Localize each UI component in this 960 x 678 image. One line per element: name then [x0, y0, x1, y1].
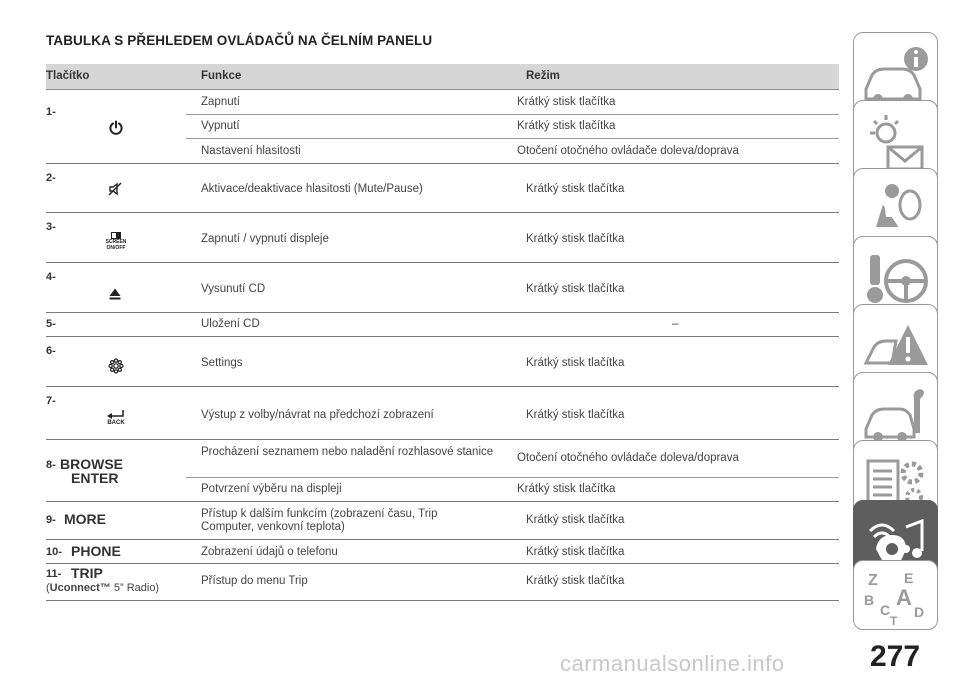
screen-onoff-icon [104, 232, 128, 251]
function-text: Výstup z volby/návrat na předchozí zobrazení [201, 409, 434, 421]
table-row [46, 564, 839, 601]
header-button: Tlačítko [46, 70, 90, 82]
table-row [46, 164, 839, 213]
function-text: Přístup do menu Trip [201, 575, 308, 587]
mode-text: Krátký stisk tlačítka [526, 409, 625, 421]
row-number: 2- [46, 172, 56, 184]
index-letter: T [890, 614, 898, 625]
row-number: 6- [46, 345, 56, 357]
header-mode: Režim [526, 70, 560, 82]
mode-text: Otočení otočného ovládače doleva/doprava [517, 145, 739, 157]
mode-text: Krátký stisk tlačítka [526, 357, 625, 369]
power-icon [108, 120, 124, 141]
row-number: 8- [46, 459, 56, 471]
function-text: Zapnutí / vypnutí displeje [201, 233, 329, 245]
index-letter: Z [868, 572, 878, 589]
enter-label: ENTER [71, 470, 119, 486]
settings-gear-icon [108, 358, 124, 379]
table-row [46, 263, 839, 313]
row-number: 1- [46, 106, 56, 118]
mode-text: Krátký stisk tlačítka [517, 483, 616, 495]
mode-text: Krátký stisk tlačítka [526, 283, 625, 295]
index-letter: B [864, 592, 875, 608]
mode-text: Krátký stisk tlačítka [526, 183, 625, 195]
index-letter: D [914, 604, 925, 620]
mode-text: Krátký stisk tlačítka [526, 514, 625, 526]
function-text: Settings [201, 357, 243, 369]
table-row [46, 502, 839, 540]
trip-label: TRIP [71, 565, 103, 581]
table-row [46, 337, 839, 387]
function-text: Uložení CD [201, 318, 260, 330]
uconnect-note: (Uconnect™ 5” Radio) [46, 582, 160, 594]
function-text: Přístup k dalším funkcím (zobrazení času, Trip Computer, venkovní teplota) [201, 508, 438, 533]
function-text: Nastavení hlasitosti [201, 145, 301, 157]
row-number: 10- [46, 546, 62, 558]
function-text: Aktivace/deaktivace hlasitosti (Mute/Pause) [201, 183, 423, 195]
mode-text: Krátký stisk tlačítka [526, 546, 625, 558]
index-letter: A [896, 585, 912, 610]
function-text: Potvrzení výběru na displeji [201, 483, 342, 495]
table-row [46, 387, 839, 440]
more-label: MORE [64, 511, 106, 527]
watermark: carmanualsonline.info [560, 651, 785, 676]
table-row [46, 313, 839, 337]
mode-text: – [672, 318, 679, 330]
row-number: 4- [46, 271, 56, 283]
mode-text: Krátký stisk tlačítka [526, 575, 625, 587]
table-row [46, 213, 839, 263]
index-letter: E [904, 570, 914, 586]
function-text: Vysunutí CD [201, 283, 266, 295]
page-number: 277 [870, 640, 921, 673]
mode-text: Otočení otočného ovládače doleva/doprava [517, 452, 739, 464]
mode-text: Krátký stisk tlačítka [517, 96, 616, 108]
table-row [46, 90, 839, 164]
row-number: 7- [46, 395, 56, 407]
phone-label: PHONE [71, 543, 121, 559]
table-row [46, 440, 839, 502]
alphabet-index-icon [862, 569, 930, 625]
back-arrow-icon [104, 409, 128, 427]
table-row [46, 540, 839, 564]
function-text: Zobrazení údajů o telefonu [201, 546, 338, 558]
mode-text: Krátký stisk tlačítka [526, 233, 625, 245]
row-number: 5- [46, 318, 56, 330]
onoff-icon-label: ON/OFF [106, 245, 126, 251]
controls-table [46, 64, 839, 601]
row-number: 3- [46, 221, 56, 233]
function-text: Zapnutí [201, 96, 240, 108]
screen-icon-label: SCREEN [105, 239, 127, 245]
function-text: Vypnutí [201, 120, 240, 132]
header-function: Funkce [201, 70, 242, 82]
row-number: 9- [46, 514, 56, 526]
eject-icon [109, 287, 121, 305]
tab-index[interactable] [853, 560, 938, 630]
table-header [46, 64, 839, 90]
back-icon-label: BACK [107, 420, 125, 426]
row-number: 11- [46, 568, 62, 580]
index-letter: C [880, 602, 891, 618]
page-title: TABULKA S PŘEHLEDEM OVLÁDAČŮ NA ČELNÍM PANELU [46, 33, 433, 48]
mode-text: Krátký stisk tlačítka [517, 120, 616, 132]
mute-speaker-icon [108, 182, 122, 201]
browse-label: BROWSE [60, 456, 123, 472]
function-text: Procházení seznamem nebo naladění rozhlasové stanice [201, 446, 494, 458]
